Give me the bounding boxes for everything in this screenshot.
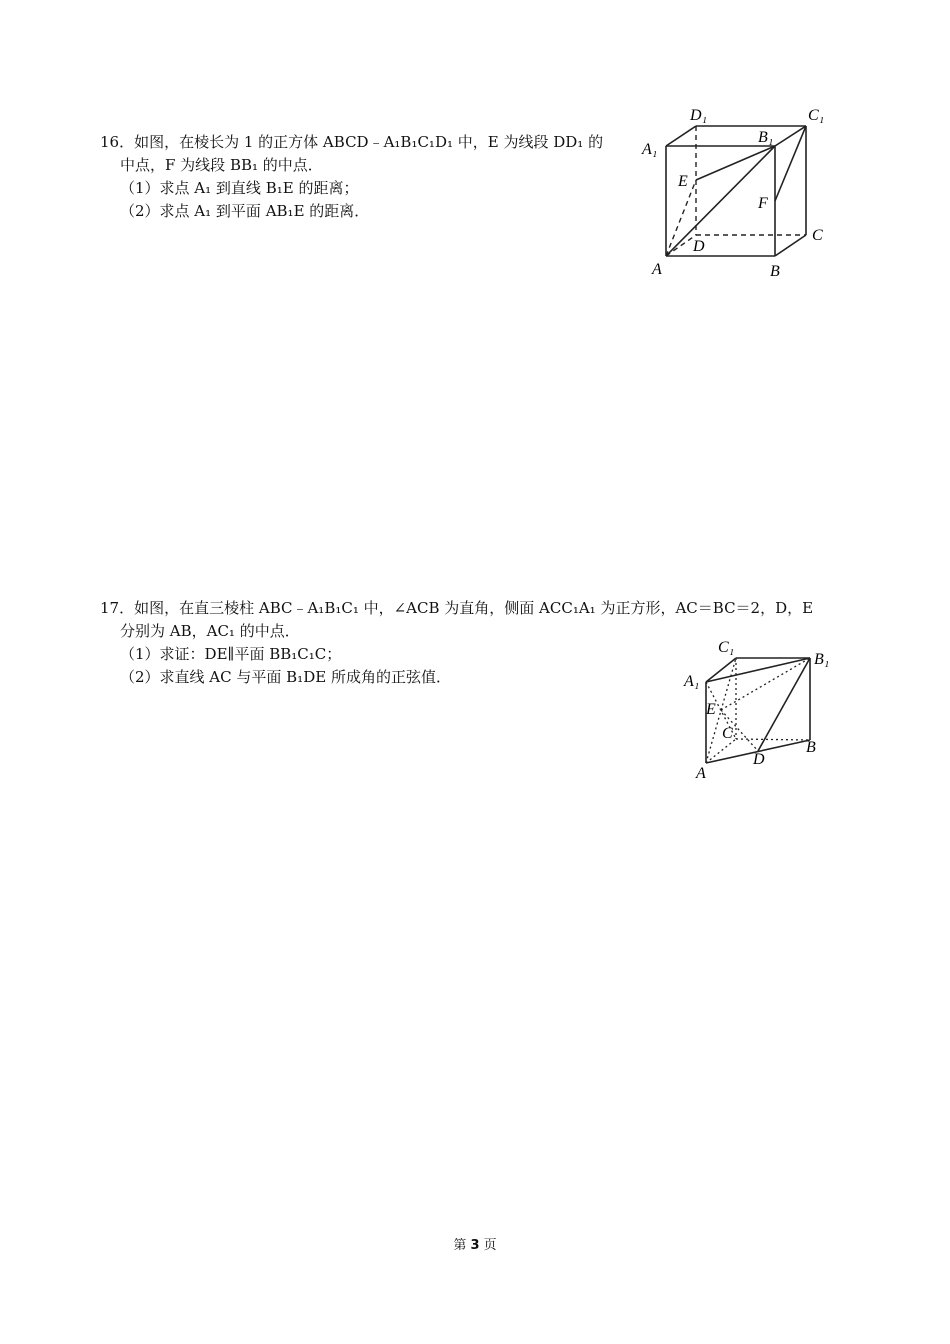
label-A1: A₁ bbox=[684, 673, 700, 690]
label-C: C bbox=[722, 725, 733, 742]
label-D: D bbox=[753, 751, 765, 768]
page-number: 3 bbox=[470, 1238, 480, 1253]
page-footer bbox=[0, 1234, 950, 1253]
segment-B1D bbox=[758, 658, 810, 751]
problem17-question2: （2）求直线 AC 与平面 B₁DE 所成角的正弦值． bbox=[120, 668, 451, 686]
segment-AE-hidden bbox=[666, 180, 696, 256]
problem17-line2: 分别为 AB，AC₁ 的中点． bbox=[120, 622, 300, 640]
label-D: D bbox=[693, 238, 705, 255]
problem16-line1: 16．如图，在棱长为 1 的正方体 ABCD﹣A₁B₁C₁D₁ 中，E 为线段 DD₁ 的 bbox=[100, 133, 604, 151]
problem16-question1: （1）求点 A₁ 到直线 B₁E 的距离； bbox=[120, 179, 359, 197]
problem16-question2: （2）求点 A₁ 到平面 AB₁E 的距离． bbox=[120, 202, 370, 220]
segment-EB1 bbox=[696, 146, 775, 180]
label-C1: C₁ bbox=[718, 639, 735, 656]
edge-A1D1 bbox=[666, 126, 696, 146]
label-E: E bbox=[706, 701, 716, 718]
label-C: C bbox=[812, 227, 823, 244]
footer-prefix: 第 bbox=[453, 1238, 467, 1253]
problem17-line1: 17．如图，在直三棱柱 ABC﹣A₁B₁C₁ 中，∠ACB 为直角，侧面 ACC₁A₁ 为正方形，AC＝BC＝2，D，E bbox=[100, 599, 814, 617]
label-B: B bbox=[770, 263, 780, 280]
prism-figure bbox=[676, 630, 846, 785]
edge-CB bbox=[775, 235, 806, 256]
label-A: A bbox=[652, 261, 662, 278]
label-D1: D₁ bbox=[690, 107, 708, 124]
label-E: E bbox=[678, 173, 688, 190]
problem17-question1: （1）求证：DE∥平面 BB₁C₁C； bbox=[120, 645, 342, 663]
edge-CB-hidden bbox=[736, 739, 810, 740]
label-F: F bbox=[758, 195, 768, 212]
cube-figure bbox=[638, 100, 838, 285]
problem16-line2: 中点，F 为线段 BB₁ 的中点． bbox=[120, 156, 323, 174]
label-B1: B₁ bbox=[814, 651, 830, 668]
label-B1: B₁ bbox=[758, 129, 774, 146]
label-C1: C₁ bbox=[808, 107, 825, 124]
footer-suffix: 页 bbox=[483, 1238, 497, 1253]
label-A: A bbox=[696, 765, 706, 782]
label-A1: A₁ bbox=[642, 141, 658, 158]
label-B: B bbox=[806, 739, 816, 756]
segment-FC1 bbox=[775, 126, 806, 201]
